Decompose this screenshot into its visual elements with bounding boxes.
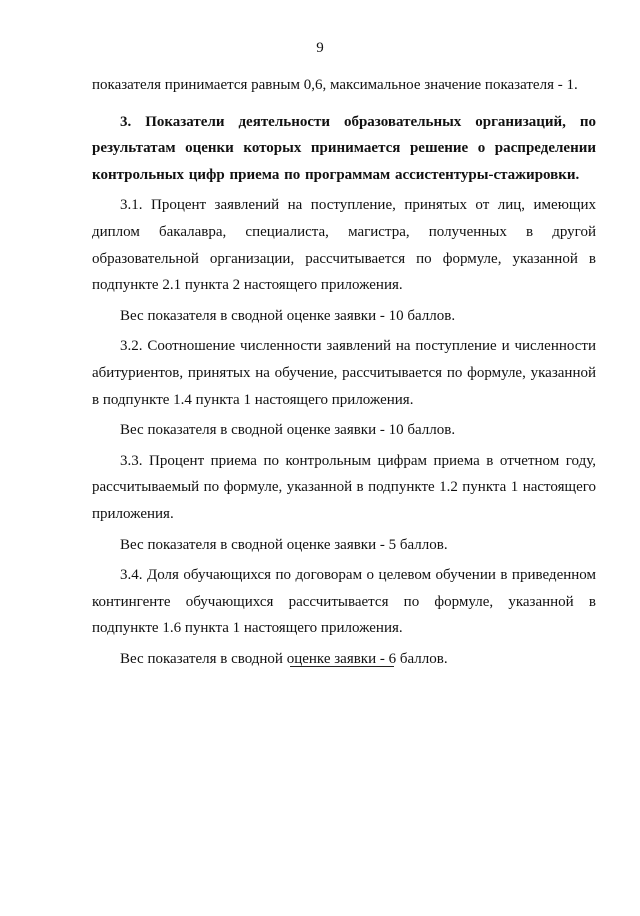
- paragraph-3-2-weight: Вес показателя в сводной оценке заявки - 10 баллов.: [120, 422, 456, 439]
- paragraph-3-4: 3.4. Доля обучающихся по договорам о целевом обучении в приведенном контингенте обучающихся рассчитывается по формуле, указанной в подпункте 1.6 пункта 1 настоящего приложения.: [92, 567, 596, 637]
- paragraph-3-1: 3.1. Процент заявлений на поступление, принятых от лиц, имеющих диплом бакалавра, специалиста, магистра, полученных в другой образовательной организации, рассчитывается по формуле, указанной в подпункте 2.1 пункта 2 настоящего приложения.: [92, 197, 596, 294]
- document-body: [92, 72, 596, 672]
- paragraph-3-1-weight: Вес показателя в сводной оценке заявки - 10 баллов.: [120, 307, 456, 324]
- paragraph-3-4-weight: Вес показателя в сводной оценке заявки - 6 баллов.: [120, 650, 448, 667]
- section-heading: 3. Показатели деятельности образовательных организаций, по результатам оценки которых принимается решение о распределении контрольных цифр приема по программам ассистентуры-стажировки.: [92, 113, 596, 183]
- paragraph-3-3-weight: Вес показателя в сводной оценке заявки - 5 баллов.: [120, 536, 448, 553]
- paragraph-continuation: показателя принимается равным 0,6, максимальное значение показателя - 1.: [92, 77, 578, 93]
- paragraph-3-3: 3.3. Процент приема по контрольным цифрам приема в отчетном году, рассчитываемый по формуле, указанной в подпункте 1.2 пункта 1 настоящего приложения.: [92, 452, 596, 522]
- page-number: 9: [316, 40, 324, 56]
- paragraph-3-2: 3.2. Соотношение численности заявлений на поступление и численности абитуриентов, принятых на обучение, рассчитывается по формуле, указанной в подпункте 1.4 пункта 1 настоящего приложения.: [92, 338, 596, 408]
- end-separator-line: [290, 666, 394, 667]
